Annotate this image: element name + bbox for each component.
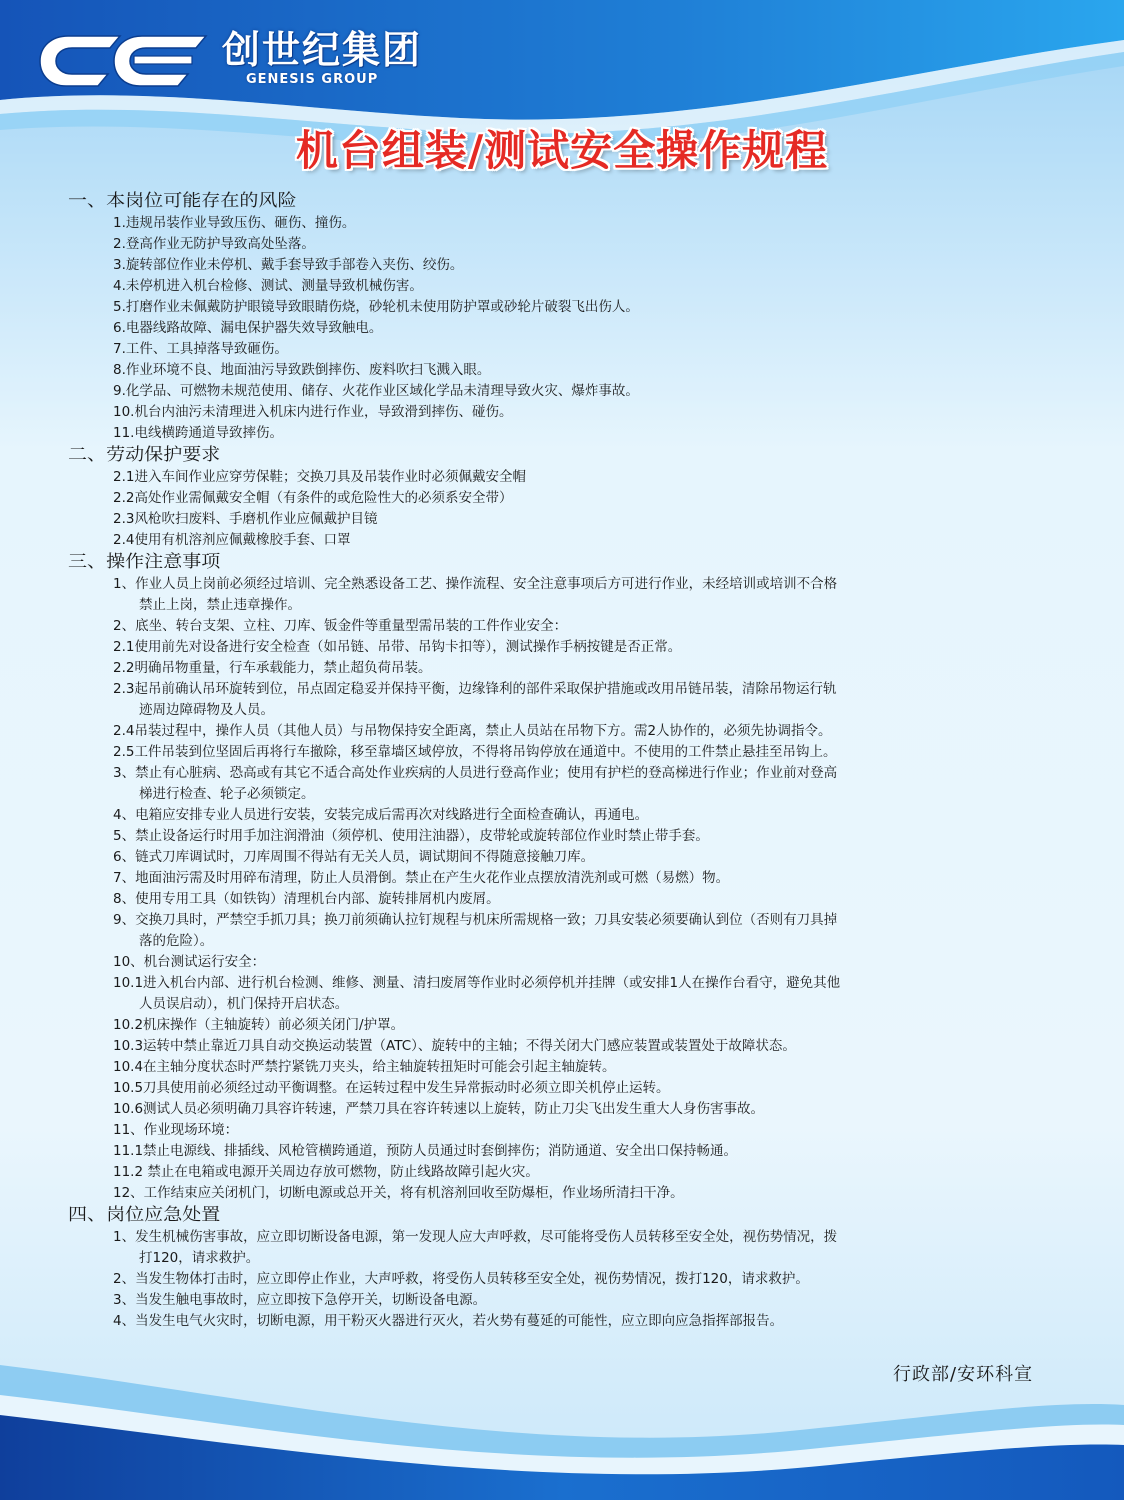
company-name-en: GENESIS GROUP <box>246 72 379 87</box>
list-item <box>0 973 1124 1015</box>
list-item <box>0 255 1124 276</box>
section-heading <box>0 190 1124 213</box>
list-item-continuation: 人员误启动），机门保持开启状态。 <box>139 996 349 1012</box>
list-item-text: 8.作业环境不良、地面油污导致跌倒摔伤、废料吹扫飞溅入眼。 <box>113 362 491 378</box>
list-item <box>0 213 1124 234</box>
list-item <box>0 658 1124 679</box>
list-item-text: 3、当发生触电事故时，应立即按下急停开关，切断设备电源。 <box>113 1292 487 1308</box>
list-item-continuation: 禁止上岗，禁止违章操作。 <box>139 597 301 613</box>
list-item <box>0 1120 1124 1141</box>
list-item <box>0 889 1124 910</box>
list-item-text: 6、链式刀库调试时，刀库周围不得站有无关人员，调试期间不得随意接触刀库。 <box>113 849 595 865</box>
list-item-text: 11.电线横跨通道导致摔伤。 <box>113 425 283 441</box>
list-item-text: 1、作业人员上岗前必须经过培训、完全熟悉设备工艺、操作流程、安全注意事项后方可进行作业，未经培训或培训不合格 <box>113 576 838 592</box>
list-item-text: 3.旋转部位作业未停机、戴手套导致手部卷入夹伤、绞伤。 <box>113 257 464 273</box>
list-item <box>0 530 1124 551</box>
list-item-text: 2.登高作业无防护导致高处坠落。 <box>113 236 315 252</box>
section-heading <box>0 444 1124 467</box>
list-item <box>0 574 1124 616</box>
list-item-text: 4、当发生电气火灾时，切断电源，用干粉灭火器进行灭火，若火势有蔓延的可能性，应立即向应急指挥部报告。 <box>113 1313 784 1329</box>
list-item <box>0 952 1124 973</box>
list-item <box>0 910 1124 952</box>
list-item <box>0 1183 1124 1204</box>
list-item <box>0 1036 1124 1057</box>
list-item-text: 2.2高处作业需佩戴安全帽（有条件的或危险性大的必须系安全带） <box>113 490 513 506</box>
list-item <box>0 847 1124 868</box>
list-item <box>0 1057 1124 1078</box>
list-item <box>0 1141 1124 1162</box>
list-item-text: 11、作业现场环境： <box>113 1122 239 1138</box>
list-item <box>0 360 1124 381</box>
list-item-text: 10.6测试人员必须明确刀具容许转速，严禁刀具在容许转速以上旋转，防止刀尖飞出发生重大人身伤害事故。 <box>113 1101 765 1117</box>
list-item-text: 10.5刀具使用前必须经过动平衡调整。在运转过程中发生异常振动时必须立即关机停止运转。 <box>113 1080 670 1096</box>
list-item-text: 4.未停机进入机台检修、测试、测量导致机械伤害。 <box>113 278 423 294</box>
list-item-text: 4、电箱应安排专业人员进行安装，安装完成后需再次对线路进行全面检查确认，再通电。 <box>113 807 649 823</box>
list-item <box>0 868 1124 889</box>
procedure-content <box>0 190 1124 1332</box>
list-item-text: 7、地面油污需及时用碎布清理，防止人员滑倒。禁止在产生火花作业点摆放清洗剂或可燃（易燃）物。 <box>113 870 730 886</box>
list-item-text: 10.2机床操作（主轴旋转）前必须关闭门/护罩。 <box>113 1017 405 1033</box>
list-item-text: 2、底坐、转台支架、立柱、刀库、钣金件等重量型需吊装的工件作业安全： <box>113 618 568 634</box>
list-item-text: 10.4在主轴分度状态时严禁拧紧铣刀夹头，给主轴旋转扭矩时可能会引起主轴旋转。 <box>113 1059 616 1075</box>
section-heading-text: 四、岗位应急处置 <box>68 1205 221 1225</box>
section-heading <box>0 1204 1124 1227</box>
list-item <box>0 509 1124 530</box>
list-item <box>0 1015 1124 1036</box>
section-heading <box>0 551 1124 574</box>
list-item <box>0 234 1124 255</box>
list-item <box>0 276 1124 297</box>
list-item-text: 11.2 禁止在电箱或电源开关周边存放可燃物，防止线路故障引起火灾。 <box>113 1164 539 1180</box>
list-item <box>0 826 1124 847</box>
list-item <box>0 742 1124 763</box>
list-item-text: 1.违规吊装作业导致压伤、砸伤、撞伤。 <box>113 215 356 231</box>
list-item-text: 2.4吊装过程中，操作人员（其他人员）与吊物保持安全距离，禁止人员站在吊物下方。需2人协作的，必须先协调指令。 <box>113 723 832 739</box>
list-item-text: 10、机台测试运行安全： <box>113 954 266 970</box>
list-item-text: 12、工作结束应关闭机门，切断电源或总开关，将有机溶剂回收至防爆柜，作业场所清扫干净。 <box>113 1185 684 1201</box>
section-heading-text: 三、操作注意事项 <box>68 552 221 572</box>
list-item-continuation: 梯进行检查、轮子必须锁定。 <box>139 786 315 802</box>
list-item-continuation: 打120，请求救护。 <box>139 1250 260 1266</box>
list-item <box>0 402 1124 423</box>
list-item <box>0 1162 1124 1183</box>
list-item-text: 2.4使用有机溶剂应佩戴橡胶手套、口罩 <box>113 532 351 548</box>
list-item <box>0 616 1124 637</box>
list-item <box>0 1099 1124 1120</box>
list-item <box>0 1227 1124 1269</box>
list-item <box>0 679 1124 721</box>
list-item-continuation: 迹周边障碍物及人员。 <box>139 702 274 718</box>
list-item-text: 1、发生机械伤害事故，应立即切断设备电源，第一发现人应大声呼救，尽可能将受伤人员转移至安全处，视伤势情况，拨 <box>113 1229 838 1245</box>
list-item-text: 2.2明确吊物重量，行车承载能力，禁止超负荷吊装。 <box>113 660 432 676</box>
issuing-department: 行政部/安环科宣 <box>893 1364 1034 1385</box>
list-item <box>0 423 1124 444</box>
list-item <box>0 1269 1124 1290</box>
list-item-text: 2、当发生物体打击时，应立即停止作业，大声呼救，将受伤人员转移至安全处，视伤势情况，拨打120，请求救护。 <box>113 1271 809 1287</box>
list-item <box>0 339 1124 360</box>
list-item <box>0 763 1124 805</box>
list-item-text: 6.电器线路故障、漏电保护器失效导致触电。 <box>113 320 383 336</box>
list-item <box>0 637 1124 658</box>
genesis-group-logo-icon <box>38 32 208 90</box>
list-item-text: 11.1禁止电源线、排插线、风枪管横跨通道，预防人员通过时套倒摔伤；消防通道、安全出口保持畅通。 <box>113 1143 738 1159</box>
list-item <box>0 1078 1124 1099</box>
list-item <box>0 297 1124 318</box>
list-item <box>0 488 1124 509</box>
page-title: 机台组装/测试安全操作规程 <box>295 126 829 175</box>
list-item-text: 5.打磨作业未佩戴防护眼镜导致眼睛伤烧，砂轮机未使用防护罩或砂轮片破裂飞出伤人。 <box>113 299 639 315</box>
list-item-text: 2.3起吊前确认吊环旋转到位，吊点固定稳妥并保持平衡，边缘锋利的部件采取保护措施或改用吊链吊装，清除吊物运行轨 <box>113 681 837 697</box>
list-item <box>0 381 1124 402</box>
list-item-text: 10.机台内油污未清理进入机床内进行作业，导致滑到摔伤、碰伤。 <box>113 404 513 420</box>
list-item-text: 8、使用专用工具（如铁钩）清理机台内部、旋转排屑机内废屑。 <box>113 891 500 907</box>
list-item-text: 9、交换刀具时，严禁空手抓刀具；换刀前须确认拉钉规程与机床所需规格一致；刀具安装必须要确认到位（否则有刀具掉 <box>113 912 838 928</box>
list-item-text: 2.1使用前先对设备进行安全检查（如吊链、吊带、吊钩卡扣等），测试操作手柄按键是否正常。 <box>113 639 682 655</box>
list-item-text: 9.化学品、可燃物未规范使用、储存、火花作业区域化学品未清理导致火灾、爆炸事故。 <box>113 383 639 399</box>
list-item-text: 2.3风枪吹扫废料、手磨机作业应佩戴护目镜 <box>113 511 378 527</box>
list-item <box>0 318 1124 339</box>
list-item-text: 10.3运转中禁止靠近刀具自动交换运动装置（ATC）、旋转中的主轴；不得关闭大门感应装置或装置处于故障状态。 <box>113 1038 796 1054</box>
list-item-text: 2.1进入车间作业应穿劳保鞋；交换刀具及吊装作业时必须佩戴安全帽 <box>113 469 526 485</box>
list-item-continuation: 落的危险）。 <box>139 933 214 949</box>
list-item <box>0 805 1124 826</box>
list-item <box>0 1311 1124 1332</box>
list-item <box>0 1290 1124 1311</box>
list-item-text: 3、禁止有心脏病、恐高或有其它不适合高处作业疾病的人员进行登高作业；使用有护栏的登高梯进行作业；作业前对登高 <box>113 765 838 781</box>
list-item-text: 2.5工件吊装到位坚固后再将行车撤除，移至靠墙区域停放，不得将吊钩停放在通道中。不使用的工件禁止悬挂至吊钩上。 <box>113 744 837 760</box>
section-heading-text: 一、本岗位可能存在的风险 <box>68 191 297 211</box>
list-item-text: 10.1进入机台内部、进行机台检测、维修、测量、清扫废屑等作业时必须停机并挂牌（或安排1人在操作台看守，避免其他 <box>113 975 841 991</box>
list-item <box>0 721 1124 742</box>
list-item-text: 7.工件、工具掉落导致砸伤。 <box>113 341 288 357</box>
list-item <box>0 467 1124 488</box>
section-heading-text: 二、劳动保护要求 <box>68 445 221 465</box>
list-item-text: 5、禁止设备运行时用手加注润滑油（须停机、使用注油器），皮带轮或旋转部位作业时禁止带手套。 <box>113 828 709 844</box>
company-name-cn: 创世纪集团 <box>222 28 423 72</box>
